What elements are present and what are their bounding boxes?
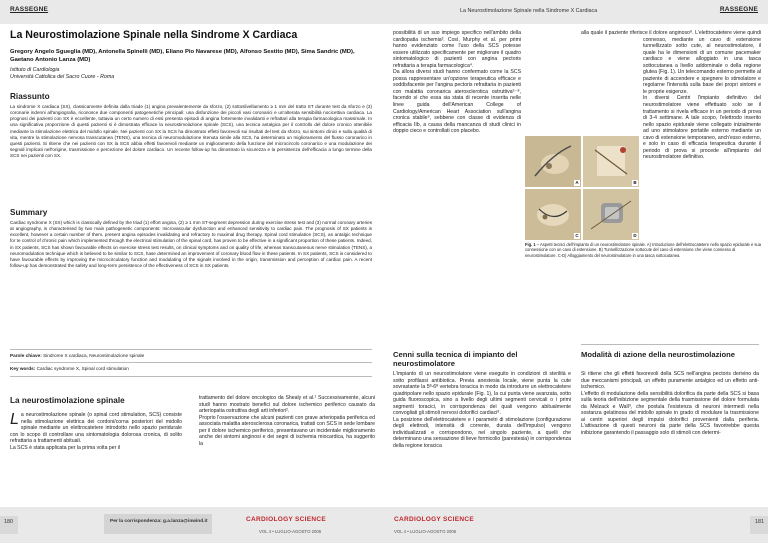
column-text: alla quale il paziente riferisce il dolore anginoso⁸. L'elettrocatetere viene quindi connesso, mediante un cavo di estensione tunnellizzato sotto cute, al neurostimolatore, il quale ha le dimensioni di un comune pacemaker cardiaco e viene alloggiato in una tasca sottocutanea a livello addominale o della regione glutea (Fig. 1). Un telecomando esterno permette al paziente di accendere e spegnere lo stimolatore e regolarne l'intensità sulla base dei propri sintomi e le proprie esigenze. In diversi Centri l'impianto definitivo del neurostimolatore viene effettuato solo se il trattamento si rivela efficace in un periodo di prova di 3-4 settimane. A tale scopo, l'elettrodo inserito nello spazio epidurale viene collegato inizialmente ad uno stimolatore portatile esterno mediante un cavo di estensione temporaneo, anch'esso esterno, e solo in caso di efficacia terapeutica durante il periodo di prova si procede all'impianto del neurostimolatore definitivo.: [581, 30, 761, 161]
section2-heading: Cenni sulla tecnica di impianto del neurostimolatore: [393, 350, 518, 368]
summary-heading: Summary: [10, 208, 48, 217]
right-page: [384, 0, 768, 543]
journal-name: CARDIOLOGY SCIENCE: [246, 516, 327, 523]
journal-name: CARDIOLOGY SCIENCE: [394, 516, 475, 523]
section1-heading: La neurostimolazione spinale: [10, 396, 125, 405]
parole-chiave-value: Sindrome X cardiaca, Neurostimolazione spinale: [43, 353, 145, 358]
figure-label-a: A: [575, 180, 579, 185]
parole-chiave: [10, 353, 372, 359]
body-column-1: possibilità di un suo impiego specifico nell'ambito della cardiopatia ischemia³. Così, Murphy et al. per primi hanno evidenziato come l'uso della SCS potesse essere utilizzato specificamente per migliorare il quadro sintomatologico di pazienti con angina pectoris refrattaria a terapia farmacologica⁴. Da allora diversi studi hanno confermato come la SCS possa rappresentare un'opzione terapeutica efficace e soddisfacente per l'angina pectoris refrattaria in pazienti con malattia coronarica aterosclerotica ostruttiva⁵⁻⁸, facendo sì che essa sia stata di recente inserita nelle linee guida dell'American College of Cardiology/American Heart Association sull'angina cronica stabile⁹, sebbene con classe di evidenza di efficacia IIb, a causa della mancanza di studi clinici in doppio cieco e controllati con placebo.: [393, 30, 521, 135]
page-number: 181: [755, 519, 764, 525]
body-column-1: [10, 412, 182, 500]
section3-heading: Modalità di azione della neurostimolazione: [581, 350, 736, 359]
surgery-photo-c: [525, 189, 581, 240]
figure-label-d: D: [633, 233, 637, 238]
correspondence-box: [104, 514, 212, 534]
body-column-4: Si ritiene che gli effetti favorevoli della SCS nell'angina pectoris derivino da due meccanismi principali, un effetto puramente antalgico ed un effetto anti-ischemico. L'effetto di modulazione della sensibilità dolorifica da parte della SCS si basa sulla teoria dell'inibizione segmentale della trasmissione del dolore formulata da Melzack e Wall⁹, che postula l'esistenza di neuroni intermedi nella sostanza gelatinosa del midollo spinale in grado di modulare la trasmissione ai centri superiori degli impulsi dolorifici provenienti dalla periferia. L'attivazione di questi neuroni da parte della SCS favorirebbe questa inibizione garantendo il passaggio solo di stimoli con determi-: [581, 371, 759, 436]
figure-caption: [525, 242, 763, 258]
body-column-1-cont: [393, 178, 521, 236]
figure-label-c: C: [575, 233, 579, 238]
summary-text: Cardiac syndrome X (SX) which is classically defined by the triad (1) effort angina, (2) ≥ 1 mm ST-segment depression during exercise stress test and (3) normal coronary arteries at angiography, is characterised by two main pathogenetic components: microvascular dysfunction and enhanced sensitivity to cardiac pain. The prognosis of SX patients is excellent, however a certain number of them, present angina episodes invalidating and refractory to maximal drug therapy. Spinal cord stimulation (SCS), an antalgic technique for te control of chronic pain which implemented through the electrical stimulation of the spinal cord, has proven to be effective in a significant proportion of these patients. Indeed, in SX patients, SCS has shown favourable effects on exercise stress test results, on clinical symptoms and on quality of life, whereas transcutaneous nerve stimulation (TENS), a neuromodulation technique which is believed to be similar to SCS, hase determined an improvement of coronary blood flow in these patients. In SX patients, SCS is considered to have favourable effects by improving the microcirculatory function and modulating of the signals involved in the origin, transmission and perception of cardiac pain. A recent follow-up has demonstrated the safety and long-term persistence of the effectiveness of SCS in SX patients.: [10, 220, 372, 269]
figure-caption-text: – Aspetti tecnici dell'impianto di un neurostimolatore spinale. A) Introduzione dell'elettrocatetere nello spazio epidurale e sua connessione con un cavo di estensione. B) Tunnellizzazione sottocute del cavo di estensione che viene connesso al neurostimolatore. C-D) Alloggiamento del neurostimolatore in una tasca sottocutanea.: [525, 242, 761, 258]
column-text: a neurostimolazione spinale (o spinal cord stimulation, SCS) consiste nella stimolazione elettrica dei cordoni/corna posteriori del midollo spinale mediante un elettrocatetere introdotto nello spazio peridurale con lo scopo di controllare una sintomatologia dolorosa cronica, di solito refrattaria a trattamenti abituali. La SCS è stata applicata per la prima volta per il: [10, 412, 182, 451]
running-title: La Neurostimolazione Spinale nella Sindrome X Cardiaca: [460, 8, 598, 14]
divider: [10, 349, 372, 350]
authors: Gregory Angelo Sgueglia (MD), Antonella Spinelli (MD), Eliano Pio Navarese (MD), Alfonso Sestito (MD), Sima Sandric (MD), Gaetano Antonio Lanza (MD): [10, 49, 355, 63]
riassunto-text: La sindrome X cardiaca (SX), classicamente definita dalla triade (1) angina prevalentemente da sforzo, (2) sottoslivellamento ≥ 1 mm del tratto ST durante test da sforzo e (3) coronarie indenni all'angiografia, riconosce due componenti patogenetiche principali: una disfunzione dei piccoli vasi coronarici e un'alterata sensibilità nocicettiva cardiaca. La prognosi dei pazienti con SX è eccellente, tuttavia un certo numero di essi presenta episodi di angina fortemente invalidanti e refrattari alla terapia farmacologica massimale. In una significativa proporzione di questi pazienti si è dimostrata efficace la neurostimolazione spinale (SCS), una tecnica antalgica per il controllo del dolore cronico ottenibile mediante la stimolazione elettrica del midollo spinale. Nei pazienti con SX la SCS ha dimostrato effetti favorevoli sui risultati del test da sforzo, sui sintomi clinici e sulla qualità di vita, mentre la stimolazione nervosa transcutanea (TENS), una tecnica di neuromodulazione ritenuta simile alla SCS, ha determinato un miglioramento del flusso coronarico in questi pazienti. Si ritiene che nei pazienti con SX la SCS abbia effetti favorevoli mediante un miglioramento della funzione del microcircolo coronarico e una modulazione dei segnali implicati nell'origine, trasmissione e percezione del dolore cardiaco. Un recente follow-up ha dimostrato la sicurezza e la persistenza dell'efficacia a lungo termine della SCS nei pazienti con SX.: [10, 104, 372, 159]
surgery-photo-b: [583, 136, 639, 187]
page-number: 180: [4, 519, 13, 525]
keywords-label: Key words:: [10, 366, 36, 371]
section-label: RASSEGNE: [719, 6, 758, 13]
parole-chiave-label: Parole chiave:: [10, 353, 42, 358]
header-band: [0, 0, 384, 24]
body-column-2: trattamento del dolore oncologico da Shealy et al.¹ Successivamente, alcuni studi hanno mostrato benefici sul dolore ischemico periferico causato da arteriopatia ostruttiva degli arti inferiori². Proprio l'osservazione che alcuni pazienti con grave arteriopatia periferica ed associata malattia aterosclerosa coronarica, trattati con SCS in sede lombare per il dolore ischemico periferico, presentavano un incidentale miglioramento anche dei sintomi anginosi e dei segni di ischemia miocardica, ha suggerito la: [199, 395, 375, 447]
affiliation: [10, 67, 114, 81]
footer-band: [384, 507, 768, 543]
correspondence: Per la corrispondenza: g.a.lanza@inwind.it: [110, 519, 208, 524]
body-column-3: L'impianto di un neurostimolatore viene eseguito in condizioni di sterilità e sotto profilassi antibiotica. Previa anestesia locale, viene punta la cute sovrastante la 5ª-6ª vertebra toracica in modo da introdurre un elettrocatetere quadripolare nello spazio epidurale (Fig. 1), la cui punta viene avanzata, sotto guida fluoroscopica, sino a livello degli ultimi segmenti cervicali o i primi segmenti toracici, in corrispondenza dei quali vengono abitualmente convogliati gli stimoli nervosi dolorifici cardiaci⁸. La posizione dell'elettrocatetere e i parametri di stimolazione (configurazione degli elettrodi, intensità di corrente, durata dell'impulso) vengono individualizzati e corrispondono, nel singolo paziente, a quelli che determinano una sensazione di lieve formicolio (parestesia) in corrispondenza della regione toracica: [393, 371, 571, 450]
volume-info: VOL 4 • LUGLIO-AGOSTO 2006: [259, 529, 322, 534]
surgery-photo-d: [583, 189, 639, 240]
keywords: [10, 366, 372, 372]
dropcap: L: [10, 412, 19, 428]
divider: [581, 344, 759, 345]
figure-caption-label: Fig. 1: [525, 242, 536, 247]
figure-1: [525, 136, 639, 240]
article-title: La Neurostimolazione Spinale nella Sindrome X Cardiaca: [10, 29, 298, 41]
keywords-value: Cardiac syndrome X, Spinal cord stimulation: [36, 366, 129, 371]
surgery-photo-a: [525, 136, 581, 187]
divider: [10, 362, 372, 363]
volume-info: VOL 4 • LUGLIO-AGOSTO 2006: [394, 529, 457, 534]
affiliation-line: Istituto di Cardiologia: [10, 67, 60, 73]
section-label: RASSEGNE: [10, 6, 49, 13]
figure-label-b: B: [633, 180, 637, 185]
riassunto-heading: Riassunto: [10, 92, 50, 101]
affiliation-line: Università Cattolica del Sacro Cuore - Roma: [10, 74, 115, 80]
divider: [10, 376, 372, 377]
